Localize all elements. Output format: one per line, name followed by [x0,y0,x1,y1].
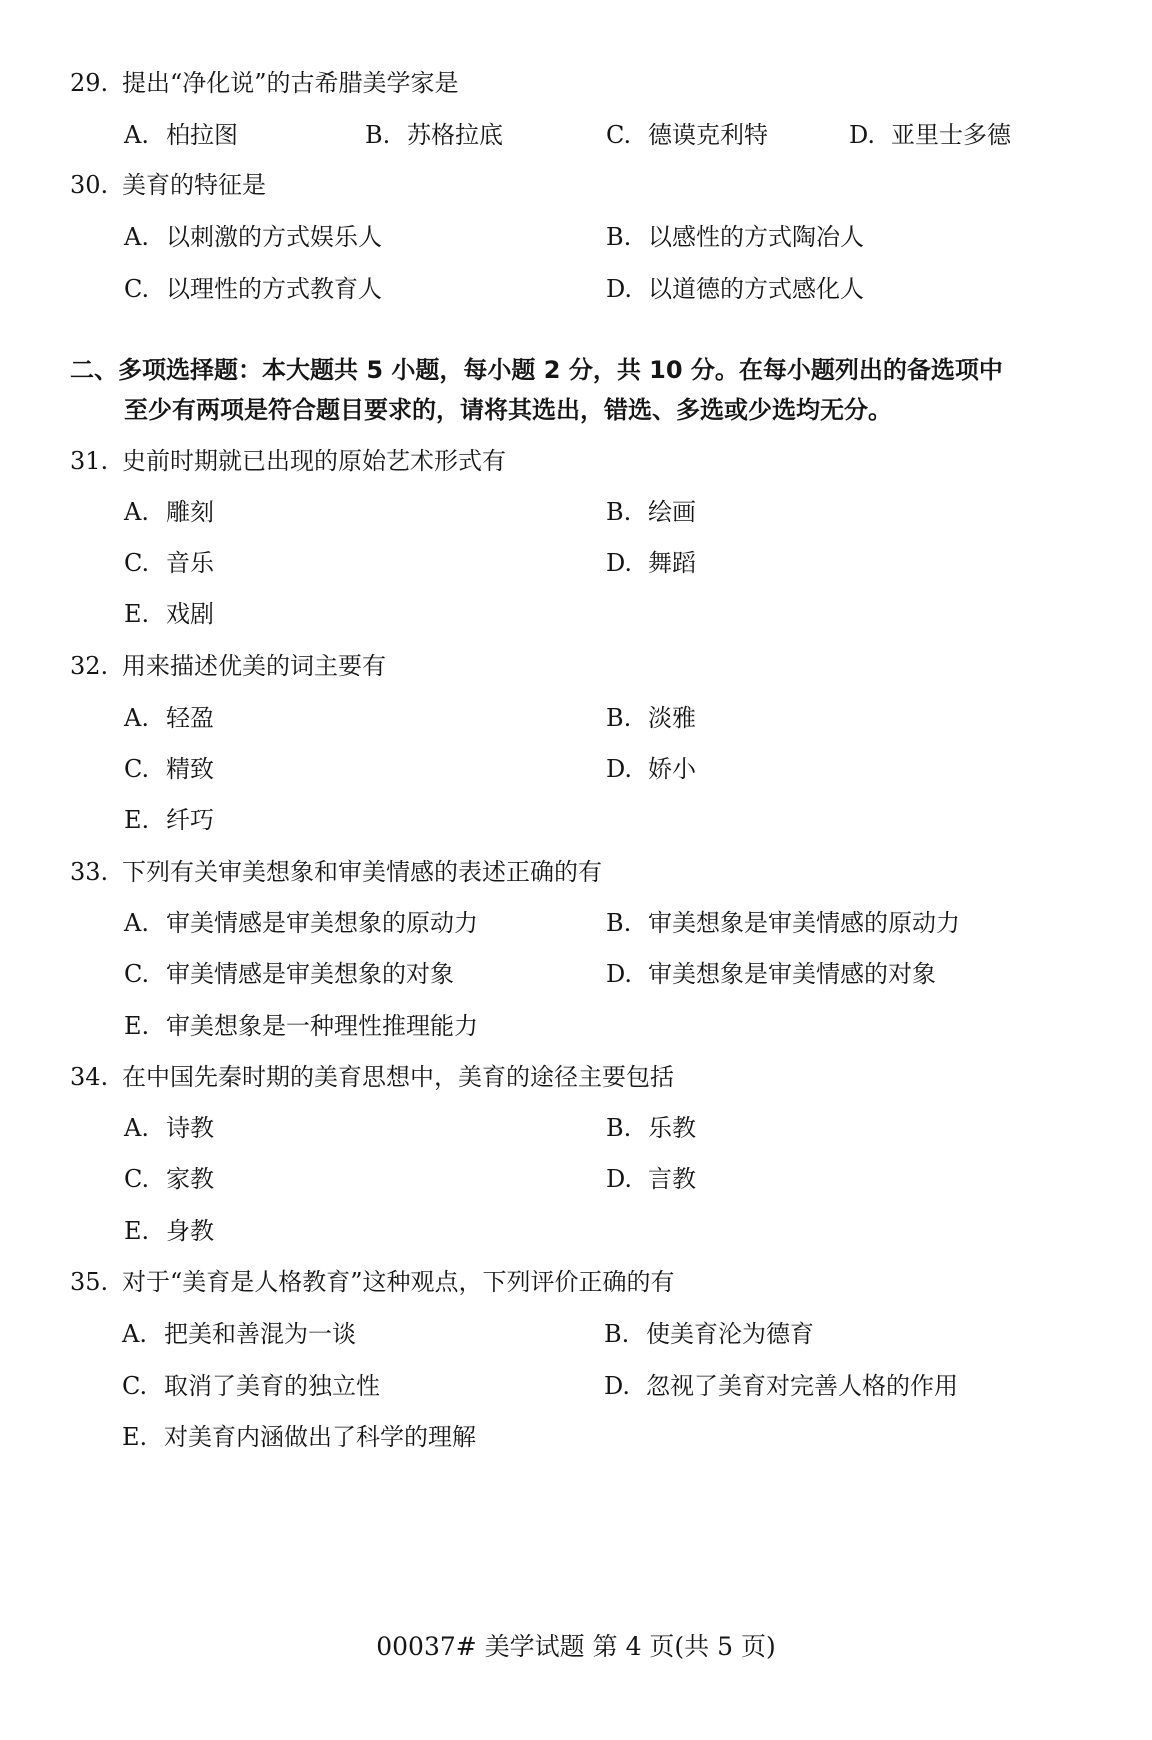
option-33-e [124,1011,478,1041]
option-letter: E. [124,600,150,628]
question-text: 史前时期就已出现的原始艺术形式有 [122,447,506,475]
option-letter: C. [124,549,150,577]
option-31-a [124,497,214,527]
question-number: 30. [70,171,109,199]
option-text: 审美想象是一种理性推理能力 [166,1012,478,1040]
option-text: 戏剧 [166,600,214,628]
option-letter: C. [124,755,150,783]
option-letter: E. [124,1217,150,1245]
question-number: 35. [70,1268,109,1296]
question-text: 提出“净化说”的古希腊美学家是 [122,69,459,97]
option-text: 审美情感是审美想象的原动力 [166,909,478,937]
section-instructions: 至少有两项是符合题目要求的，请将其选出，错选、多选或少选均无分。 [124,396,892,424]
question-text: 对于“美育是人格教育”这种观点，下列评价正确的有 [122,1268,675,1296]
option-text: 言教 [648,1165,696,1193]
option-35-c [122,1371,380,1401]
option-32-a [124,703,214,733]
option-31-c [124,548,214,578]
question-33 [70,857,602,887]
option-letter: D. [606,960,633,988]
question-34 [70,1062,674,1092]
option-text: 德谟克利特 [648,121,768,149]
question-29 [70,68,459,98]
option-text: 审美想象是审美情感的原动力 [648,909,960,937]
option-34-c [124,1164,214,1194]
option-letter: C. [124,1165,150,1193]
option-34-e [124,1216,214,1246]
option-29-a [124,120,238,150]
option-letter: D. [606,1165,633,1193]
option-35-a [122,1319,356,1349]
option-29-b [365,120,503,150]
option-text: 审美想象是审美情感的对象 [648,960,936,988]
option-33-d [606,959,936,989]
question-number: 33. [70,858,109,886]
option-text: 绘画 [648,498,696,526]
option-text: 亚里士多德 [891,121,1011,149]
option-letter: A. [124,704,149,732]
question-text: 用来描述优美的词主要有 [122,652,386,680]
option-text: 使美育沦为德育 [646,1320,814,1348]
page-footer: 00037# 美学试题 第 4 页(共 5 页) [376,1632,776,1661]
option-text: 精致 [166,755,214,783]
option-31-e [124,599,214,629]
option-31-b [606,497,696,527]
option-letter: E. [124,806,150,834]
option-letter: A. [124,1114,149,1142]
question-text: 在中国先秦时期的美育思想中，美育的途径主要包括 [122,1063,674,1091]
option-letter: B. [606,704,632,732]
option-letter: E. [122,1423,148,1451]
option-text: 取消了美育的独立性 [164,1372,380,1400]
option-letter: B. [606,1114,632,1142]
option-34-a [124,1113,214,1143]
option-text: 苏格拉底 [407,121,503,149]
option-30-c [124,274,382,304]
option-text: 柏拉图 [166,121,238,149]
option-text: 轻盈 [166,704,214,732]
option-letter: D. [606,549,633,577]
option-text: 雕刻 [166,498,214,526]
option-text: 把美和善混为一谈 [164,1320,356,1348]
option-letter: A. [124,498,149,526]
option-letter: C. [124,960,150,988]
option-30-a [124,222,382,252]
option-letter: D. [849,121,876,149]
option-text: 审美情感是审美想象的对象 [166,960,454,988]
question-32 [70,651,386,681]
question-number: 31. [70,447,109,475]
option-text: 以理性的方式教育人 [166,275,382,303]
question-number: 34. [70,1063,109,1091]
option-34-d [606,1164,696,1194]
option-letter: A. [122,1320,147,1348]
option-33-c [124,959,454,989]
option-letter: B. [606,223,632,251]
option-letter: C. [606,121,632,149]
option-letter: A. [124,121,149,149]
option-text: 乐教 [648,1114,696,1142]
option-29-d [849,120,1011,150]
option-34-b [606,1113,696,1143]
option-text: 家教 [166,1165,214,1193]
question-text: 下列有关审美想象和审美情感的表述正确的有 [122,858,602,886]
option-text: 音乐 [166,549,214,577]
option-letter: A. [124,223,149,251]
option-text: 忽视了美育对完善人格的作用 [646,1372,958,1400]
option-32-b [606,703,696,733]
option-35-d [604,1371,958,1401]
option-text: 对美育内涵做出了科学的理解 [164,1423,476,1451]
question-text: 美育的特征是 [122,171,266,199]
option-35-b [604,1319,814,1349]
option-text: 以道德的方式感化人 [648,275,864,303]
option-letter: B. [606,909,632,937]
option-33-a [124,908,478,938]
option-letter: E. [124,1012,150,1040]
option-letter: A. [124,909,149,937]
option-32-c [124,754,214,784]
option-letter: B. [604,1320,630,1348]
option-text: 以感性的方式陶冶人 [648,223,864,251]
option-letter: D. [604,1372,631,1400]
question-31 [70,446,506,476]
option-letter: D. [606,275,633,303]
question-30 [70,170,266,200]
option-32-e [124,805,214,835]
option-35-e [122,1422,476,1452]
option-31-d [606,548,696,578]
option-30-d [606,274,864,304]
option-text: 淡雅 [648,704,696,732]
option-33-b [606,908,960,938]
section-heading: 二、多项选择题：本大题共 5 小题，每小题 2 分，共 10 分。在每小题列出的备选项中 [70,356,1003,384]
option-32-d [606,754,696,784]
question-number: 32. [70,652,109,680]
option-letter: C. [122,1372,148,1400]
option-text: 身教 [166,1217,214,1245]
option-text: 舞蹈 [648,549,696,577]
option-text: 诗教 [166,1114,214,1142]
option-text: 娇小 [648,755,696,783]
option-letter: B. [365,121,391,149]
option-letter: C. [124,275,150,303]
option-letter: B. [606,498,632,526]
option-text: 纤巧 [166,806,214,834]
question-number: 29. [70,69,109,97]
option-29-c [606,120,768,150]
question-35 [70,1267,675,1297]
option-text: 以刺激的方式娱乐人 [166,223,382,251]
option-letter: D. [606,755,633,783]
option-30-b [606,222,864,252]
